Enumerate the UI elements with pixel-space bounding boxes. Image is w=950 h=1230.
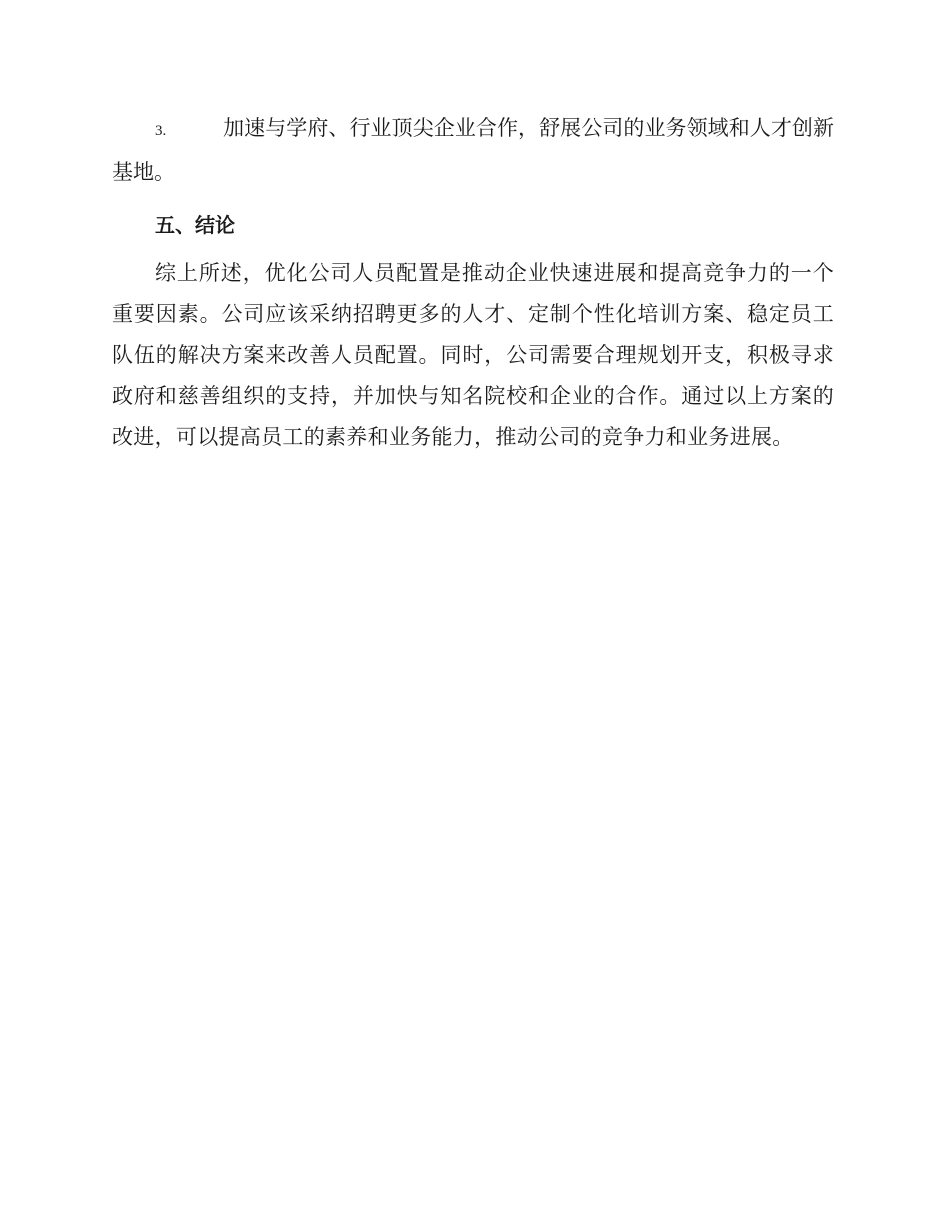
list-item-text: 加速与学府、行业顶尖企业合作，舒展公司的业务领域和人才创新基地。 — [112, 116, 834, 184]
list-item — [112, 108, 834, 193]
document-body — [112, 108, 834, 458]
conclusion-paragraph: 综上所述，优化公司人员配置是推动企业快速进展和提高竞争力的一个重要因素。公司应该采纳招聘更多的人才、定制个性化培训方案、稳定员工队伍的解决方案来改善人员配置。同时，公司需要合理规划开支，积极寻求政府和慈善组织的支持，并加快与知名院校和企业的合作。通过以上方案的改进，可以提高员工的素养和业务能力，推动公司的竞争力和业务进展。 — [112, 261, 834, 449]
section-heading: 五、结论 — [155, 213, 235, 237]
list-item-number: 3. — [155, 123, 167, 139]
